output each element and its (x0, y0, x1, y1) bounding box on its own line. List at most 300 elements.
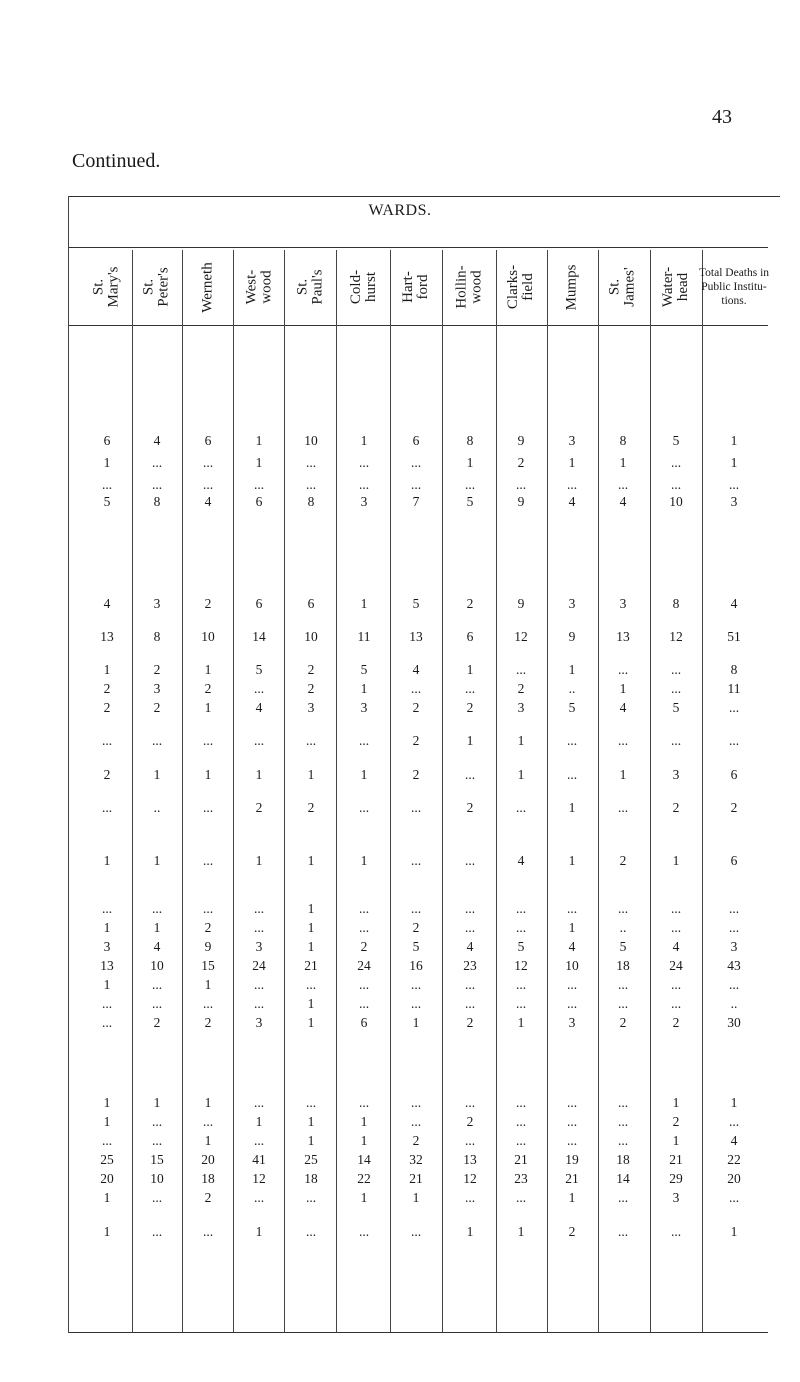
table-cell: 10 (304, 629, 318, 644)
table-cell: ... (202, 477, 214, 492)
table-cell: 1 (307, 1015, 315, 1030)
table-cell: ... (464, 1095, 476, 1110)
left-rule (68, 196, 69, 1333)
table-cell: 1 (103, 1095, 111, 1110)
table-cell: 2 (204, 1015, 212, 1030)
table-cell: ... (515, 920, 527, 935)
table-cell: ... (101, 996, 113, 1011)
table-cell: ... (358, 901, 370, 916)
table-cell: 2 (307, 662, 315, 677)
table-cell: 1 (307, 996, 315, 1011)
table-cell: 1 (307, 939, 315, 954)
table-cell: 3 (255, 1015, 263, 1030)
table-cell: 3 (255, 939, 263, 954)
table-cell: ... (515, 1095, 527, 1110)
table-cell: 1 (153, 920, 161, 935)
table-cell: ... (464, 681, 476, 696)
table-cell: ... (617, 901, 629, 916)
table-cell: ... (202, 733, 214, 748)
table-cell: ... (410, 455, 422, 470)
table-cell: 2 (307, 800, 315, 815)
table-cell: ... (515, 662, 527, 677)
table-cell: 1 (103, 662, 111, 677)
column-header-label: Water- head (659, 266, 691, 308)
table-cell: 1 (103, 1190, 111, 1205)
table-cell: 5 (517, 939, 525, 954)
table-cell: 22 (357, 1171, 371, 1186)
table-cell: 1 (255, 455, 263, 470)
table-cell: ... (305, 455, 317, 470)
table-cell: 5 (672, 700, 680, 715)
table-cell: 3 (730, 939, 738, 954)
table-cell: 1 (153, 1095, 161, 1110)
table-cell: ... (728, 920, 740, 935)
table-cell: ... (101, 477, 113, 492)
table-cell: 13 (409, 629, 423, 644)
table-cell: 8 (672, 596, 680, 611)
table-cell: ... (151, 1114, 163, 1129)
table-cell: 9 (204, 939, 212, 954)
table-cell: ... (410, 477, 422, 492)
table-cell: 1 (307, 853, 315, 868)
table-cell: 2 (255, 800, 263, 815)
bottom-rule (68, 1332, 768, 1333)
table-cell: ... (515, 996, 527, 1011)
table-cell: 2 (517, 455, 525, 470)
table-cell: 1 (517, 1224, 525, 1239)
table-cell: 24 (357, 958, 371, 973)
table-cell: ... (410, 1114, 422, 1129)
table-cell: 20 (201, 1152, 215, 1167)
table-cell: 3 (517, 700, 525, 715)
table-cell: 8 (307, 494, 315, 509)
table-cell: ... (515, 901, 527, 916)
continued-label: Continued. (72, 150, 161, 172)
table-cell: 1 (204, 700, 212, 715)
column-header-label: Clarks- field (505, 264, 537, 310)
table-cell: ... (358, 996, 370, 1011)
column-header-ward (342, 252, 386, 322)
table-cell: 1 (360, 1114, 368, 1129)
table-cell: 2 (466, 1114, 474, 1129)
table-cell: 22 (727, 1152, 741, 1167)
table-cell: 1 (568, 455, 576, 470)
table-cell: 1 (103, 853, 111, 868)
table-cell: ... (728, 1190, 740, 1205)
table-cell: 1 (204, 977, 212, 992)
table-cell: 5 (103, 494, 111, 509)
table-cell: ... (566, 767, 578, 782)
table-cell: ... (253, 920, 265, 935)
table-cell: 32 (409, 1152, 423, 1167)
table-cell: ... (151, 1190, 163, 1205)
column-header-ward (135, 252, 179, 322)
table-cell: 1 (466, 1224, 474, 1239)
column-divider (702, 250, 703, 1332)
table-cell: ... (670, 477, 682, 492)
table-cell: 2 (204, 596, 212, 611)
table-cell: .. (730, 996, 738, 1011)
table-cell: 5 (466, 494, 474, 509)
table-cell: ... (253, 996, 265, 1011)
table-cell: 1 (307, 1133, 315, 1148)
table-cell: 2 (672, 800, 680, 815)
table-cell: 20 (727, 1171, 741, 1186)
table-cell: 6 (255, 494, 263, 509)
table-cell: ... (464, 901, 476, 916)
table-cell: ... (670, 901, 682, 916)
table-cell: ... (358, 477, 370, 492)
table-cell: 4 (568, 494, 576, 509)
column-header-ward (601, 252, 645, 322)
table-cell: ... (464, 1190, 476, 1205)
column-header-label: Werneth (199, 261, 216, 313)
table-cell: 2 (307, 681, 315, 696)
table-cell: 3 (568, 1015, 576, 1030)
table-cell: 18 (201, 1171, 215, 1186)
column-header-label: St. James' (607, 267, 638, 307)
table-cell: ... (202, 1224, 214, 1239)
table-cell: ... (670, 920, 682, 935)
column-divider (284, 250, 285, 1332)
table-cell: ... (670, 455, 682, 470)
table-cell: 2 (466, 596, 474, 611)
column-header-ward (85, 252, 129, 322)
table-cell: 1 (730, 1224, 738, 1239)
table-cell: 6 (204, 433, 212, 448)
table-cell: 23 (514, 1171, 528, 1186)
table-cell: 12 (514, 629, 528, 644)
table-cell: ... (728, 977, 740, 992)
column-header-label: Hart- ford (400, 271, 431, 303)
table-cell: 2 (619, 853, 627, 868)
column-divider (390, 250, 391, 1332)
table-cell: 1 (360, 433, 368, 448)
table-cell: ... (617, 977, 629, 992)
table-cell: ... (410, 996, 422, 1011)
table-cell: ... (358, 733, 370, 748)
table-cell: ... (151, 1133, 163, 1148)
table-cell: 1 (103, 977, 111, 992)
table-cell: 8 (619, 433, 627, 448)
column-divider (442, 250, 443, 1332)
table-cell: 2 (466, 700, 474, 715)
table-cell: 5 (672, 433, 680, 448)
column-divider (650, 250, 651, 1332)
table-cell: 4 (517, 853, 525, 868)
table-cell: 15 (150, 1152, 164, 1167)
table-cell: ... (617, 1133, 629, 1148)
table-cell: 14 (616, 1171, 630, 1186)
table-cell: ... (670, 996, 682, 1011)
table-cell: 3 (153, 681, 161, 696)
table-cell: ... (358, 1095, 370, 1110)
table-cell: 1 (255, 1224, 263, 1239)
table-cell: ... (253, 1190, 265, 1205)
column-divider (132, 250, 133, 1332)
table-cell: ... (566, 733, 578, 748)
table-cell: 3 (672, 767, 680, 782)
table-cell: 21 (304, 958, 318, 973)
column-header-label: Total Deaths in Public Institu-tions. (698, 267, 770, 307)
table-cell: ... (101, 800, 113, 815)
table-cell: 1 (568, 853, 576, 868)
table-cell: ... (202, 853, 214, 868)
table-cell: 1 (360, 767, 368, 782)
table-cell: 3 (568, 433, 576, 448)
table-cell: 3 (103, 939, 111, 954)
table-cell: 4 (619, 494, 627, 509)
table-cell: ... (253, 1095, 265, 1110)
column-divider (233, 250, 234, 1332)
table-cell: 10 (150, 958, 164, 973)
table-cell: 1 (730, 1095, 738, 1110)
table-cell: 6 (730, 853, 738, 868)
table-cell: ... (305, 733, 317, 748)
table-cell: 1 (568, 800, 576, 815)
table-cell: 1 (307, 767, 315, 782)
table-cell: ... (358, 455, 370, 470)
table-cell: 4 (103, 596, 111, 611)
table-cell: ... (515, 1114, 527, 1129)
table-cell: 18 (616, 1152, 630, 1167)
table-cell: 1 (517, 733, 525, 748)
table-cell: 8 (730, 662, 738, 677)
table-cell: 3 (619, 596, 627, 611)
column-header-label: St. Mary's (91, 266, 122, 308)
table-cell: ... (253, 681, 265, 696)
table-cell: 25 (100, 1152, 114, 1167)
table-cell: 5 (412, 596, 420, 611)
table-cell: ... (358, 920, 370, 935)
table-cell: 2 (517, 681, 525, 696)
table-cell: ... (410, 977, 422, 992)
table-cell: 1 (619, 767, 627, 782)
table-cell: 23 (463, 958, 477, 973)
table-cell: 10 (565, 958, 579, 973)
table-cell: 2 (466, 800, 474, 815)
table-cell: ... (566, 477, 578, 492)
table-cell: 6 (307, 596, 315, 611)
table-cell: ... (253, 477, 265, 492)
table-cell: 12 (252, 1171, 266, 1186)
table-cell: ... (515, 800, 527, 815)
table-cell: 5 (619, 939, 627, 954)
table-cell: 2 (672, 1114, 680, 1129)
table-cell: 4 (412, 662, 420, 677)
table-cell: ... (151, 477, 163, 492)
table-cell: 4 (568, 939, 576, 954)
table-cell: ... (253, 1133, 265, 1148)
table-cell: ... (566, 1133, 578, 1148)
header-rule (68, 247, 768, 248)
table-cell: ... (670, 733, 682, 748)
table-cell: 4 (153, 939, 161, 954)
table-cell: ... (464, 977, 476, 992)
table-cell: 10 (304, 433, 318, 448)
column-divider (547, 250, 548, 1332)
table-cell: 1 (255, 1114, 263, 1129)
table-cell: 2 (466, 1015, 474, 1030)
table-cell: 25 (304, 1152, 318, 1167)
table-cell: 13 (616, 629, 630, 644)
table-cell: 8 (153, 494, 161, 509)
table-cell: 1 (672, 1095, 680, 1110)
table-cell: ... (305, 1095, 317, 1110)
table-cell: ... (728, 901, 740, 916)
table-cell: ... (358, 800, 370, 815)
column-header-ward (448, 252, 492, 322)
table-cell: 1 (360, 596, 368, 611)
column-divider (598, 250, 599, 1332)
table-cell: 2 (568, 1224, 576, 1239)
table-cell: 4 (153, 433, 161, 448)
table-cell: ... (464, 767, 476, 782)
table-cell: 13 (100, 629, 114, 644)
table-cell: 2 (619, 1015, 627, 1030)
table-cell: ... (617, 800, 629, 815)
top-rule (68, 196, 780, 197)
column-header-ward (394, 252, 438, 322)
table-cell: 1 (103, 1114, 111, 1129)
table-cell: 3 (360, 700, 368, 715)
table-cell: 1 (672, 1133, 680, 1148)
table-cell: 1 (517, 1015, 525, 1030)
table-cell: 1 (153, 767, 161, 782)
table-cell: 1 (204, 1095, 212, 1110)
column-header-label: West- wood (243, 269, 274, 305)
table-cell: ... (151, 1224, 163, 1239)
table-cell: ... (151, 901, 163, 916)
section-title: WARDS. (368, 202, 432, 219)
table-cell: 1 (466, 733, 474, 748)
table-cell: 5 (360, 662, 368, 677)
table-cell: 21 (669, 1152, 683, 1167)
table-cell: 1 (619, 455, 627, 470)
table-cell: ... (358, 1224, 370, 1239)
table-cell: ... (410, 901, 422, 916)
table-cell: ... (670, 681, 682, 696)
table-cell: ... (151, 977, 163, 992)
table-cell: ... (410, 681, 422, 696)
table-cell: ... (566, 1114, 578, 1129)
table-cell: 2 (204, 1190, 212, 1205)
table-cell: ... (305, 1190, 317, 1205)
table-cell: .. (153, 800, 161, 815)
table-cell: 9 (517, 596, 525, 611)
table-cell: ... (728, 733, 740, 748)
table-cell: 1 (307, 920, 315, 935)
table-cell: ... (305, 1224, 317, 1239)
table-cell: 12 (669, 629, 683, 644)
table-cell: 1 (466, 662, 474, 677)
table-cell: 1 (360, 1190, 368, 1205)
table-cell: ... (670, 662, 682, 677)
table-cell: ... (464, 920, 476, 935)
table-cell: ... (566, 1095, 578, 1110)
column-header-ward (237, 252, 281, 322)
table-cell: 6 (412, 433, 420, 448)
table-cell: 1 (360, 1133, 368, 1148)
column-header-ward (289, 252, 333, 322)
table-cell: 1 (619, 681, 627, 696)
table-cell: 14 (252, 629, 266, 644)
column-header-ward (654, 252, 698, 322)
table-cell: ... (515, 477, 527, 492)
table-cell: ... (617, 662, 629, 677)
table-cell: 1 (360, 853, 368, 868)
table-cell: 1 (103, 455, 111, 470)
table-cell: 20 (100, 1171, 114, 1186)
table-cell: 1 (103, 920, 111, 935)
table-cell: ... (728, 1114, 740, 1129)
table-cell: 10 (669, 494, 683, 509)
table-cell: 12 (463, 1171, 477, 1186)
table-cell: 1 (204, 662, 212, 677)
table-cell: 1 (517, 767, 525, 782)
table-cell: ... (410, 800, 422, 815)
header-bottom-rule (68, 325, 768, 326)
table-cell: 3 (730, 494, 738, 509)
table-cell: 2 (204, 920, 212, 935)
table-cell: 1 (153, 853, 161, 868)
table-cell: 21 (565, 1171, 579, 1186)
table-cell: 10 (150, 1171, 164, 1186)
table-cell: 1 (672, 853, 680, 868)
table-cell: 1 (103, 1224, 111, 1239)
table-cell: 1 (255, 853, 263, 868)
table-cell: 1 (568, 1190, 576, 1205)
table-cell: ... (728, 477, 740, 492)
table-cell: 21 (409, 1171, 423, 1186)
table-cell: 5 (412, 939, 420, 954)
table-cell: ... (305, 977, 317, 992)
table-cell: ... (202, 996, 214, 1011)
table-cell: ... (566, 901, 578, 916)
table-cell: 4 (672, 939, 680, 954)
table-cell: ... (617, 1224, 629, 1239)
table-cell: ... (566, 977, 578, 992)
table-cell: 4 (466, 939, 474, 954)
table-cell: ... (410, 853, 422, 868)
table-cell: ... (202, 901, 214, 916)
table-cell: ... (515, 1133, 527, 1148)
table-cell: ... (464, 477, 476, 492)
table-cell: 1 (307, 1114, 315, 1129)
table-cell: ... (358, 977, 370, 992)
table-cell: 1 (204, 767, 212, 782)
table-cell: ... (253, 733, 265, 748)
table-cell: 3 (672, 1190, 680, 1205)
table-cell: 18 (616, 958, 630, 973)
column-header-label: St. Paul's (295, 269, 326, 305)
table-cell: 2 (412, 767, 420, 782)
table-cell: 2 (730, 800, 738, 815)
table-cell: ... (464, 1133, 476, 1148)
table-cell: 19 (565, 1152, 579, 1167)
table-cell: 15 (201, 958, 215, 973)
column-header-total-deaths (697, 252, 771, 322)
table-cell: 2 (103, 700, 111, 715)
column-divider (182, 250, 183, 1332)
table-cell: .. (568, 681, 576, 696)
table-cell: 2 (412, 700, 420, 715)
table-cell: 2 (153, 662, 161, 677)
table-cell: ... (151, 455, 163, 470)
column-header-label: Hollin- wood (454, 265, 485, 309)
table-cell: ... (101, 901, 113, 916)
table-cell: 4 (730, 596, 738, 611)
